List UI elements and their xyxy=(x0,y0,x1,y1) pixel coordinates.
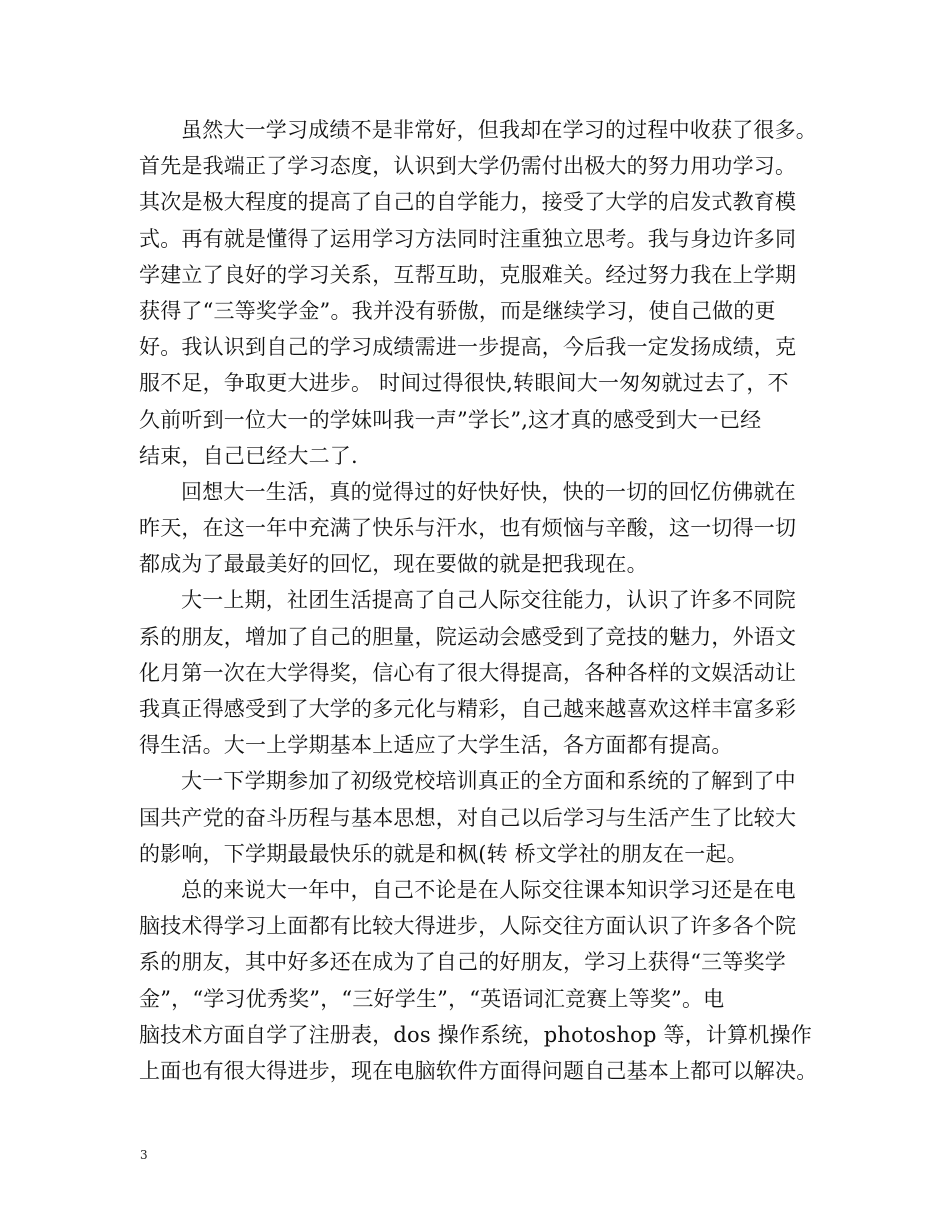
paragraph-line: 大一下学期参加了初级党校培训真正的全方面和系统的了解到了中 xyxy=(181,769,796,794)
paragraph-line: 回想大一生活，真的觉得过的好快好快，快的一切的回忆仿佛就在 xyxy=(181,479,796,504)
paragraph-line: 总的来说大一年中，自己不论是在人际交往课本知识学习还是在电 xyxy=(181,877,796,902)
paragraph-line: 的影响，下学期最最快乐的就是和枫(转 桥文学社的朋友在一起。 xyxy=(139,841,748,866)
paragraph-line: 得生活。大一上学期基本上适应了大学生活，各方面都有提高。 xyxy=(139,733,733,758)
paragraph-line: 系的朋友，其中好多还在成为了自己的好朋友，学习上获得“三等奖学 xyxy=(139,950,786,975)
paragraph-line: 其次是极大程度的提高了自己的自学能力，接受了大学的启发式教育模 xyxy=(139,190,797,215)
paragraph-line: 都成为了最最美好的回忆，现在要做的就是把我现在。 xyxy=(139,552,648,577)
paragraph-line: 脑技术方面自学了注册表，dos 操作系统，photoshop 等，计算机操作 xyxy=(139,1022,812,1047)
paragraph-line: 虽然大一学习成绩不是非常好，但我却在学习的过程中收获了很多。 xyxy=(181,118,817,142)
body-text xyxy=(139,112,829,1089)
paragraph-line: 昨天，在这一年中充满了快乐与汗水，也有烦恼与辛酸，这一切得一切 xyxy=(139,516,797,541)
page-number: 3 xyxy=(140,1148,148,1162)
paragraph-line: 化月第一次在大学得奖，信心有了很大得提高，各种各样的文娱活动让 xyxy=(139,660,797,685)
paragraph-line: 我真正得感受到了大学的多元化与精彩，自己越来越喜欢这样丰富多彩 xyxy=(139,697,797,721)
paragraph-line: 获得了“三等奖学金”。我并没有骄傲，而是继续学习，使自己做的更 xyxy=(139,298,776,323)
paragraph-line: 金”，“学习优秀奖”，“三好学生”，“英语词汇竞赛上等奖”。电 xyxy=(139,986,725,1011)
paragraph-line: 脑技术得学习上面都有比较大得进步，人际交往方面认识了许多各个院 xyxy=(139,914,797,939)
paragraph-line: 好。我认识到自己的学习成绩需进一步提高，今后我一定发扬成绩，克 xyxy=(139,335,797,360)
paragraph-line: 久前听到一位大一的学妹叫我一声”学长”,这才真的感受到大一已经 xyxy=(139,407,762,432)
paragraph-line: 上面也有很大得进步，现在电脑软件方面得问题自己基本上都可以解决。 xyxy=(139,1058,818,1083)
paragraph-line: 首先是我端正了学习态度，认识到大学仍需付出极大的努力用功学习。 xyxy=(139,154,797,179)
paragraph-line: 国共产党的奋斗历程与基本思想，对自己以后学习与生活产生了比较大 xyxy=(139,805,797,830)
paragraph-line: 大一上期，社团生活提高了自己人际交往能力，认识了许多不同院 xyxy=(181,588,796,613)
paragraph-line: 式。再有就是懂得了运用学习方法同时注重独立思考。我与身边许多同 xyxy=(139,226,797,251)
paragraph-line: 结束，自己已经大二了. xyxy=(139,443,358,468)
paragraph-line: 学建立了良好的学习关系，互帮互助，克服难关。经过努力我在上学期 xyxy=(139,262,797,287)
paragraph-line: 系的朋友，增加了自己的胆量，院运动会感受到了竞技的魅力，外语文 xyxy=(139,624,797,649)
paragraph-line: 服不足，争取更大进步。 时间过得很快,转眼间大一匆匆就过去了，不 xyxy=(139,371,789,396)
